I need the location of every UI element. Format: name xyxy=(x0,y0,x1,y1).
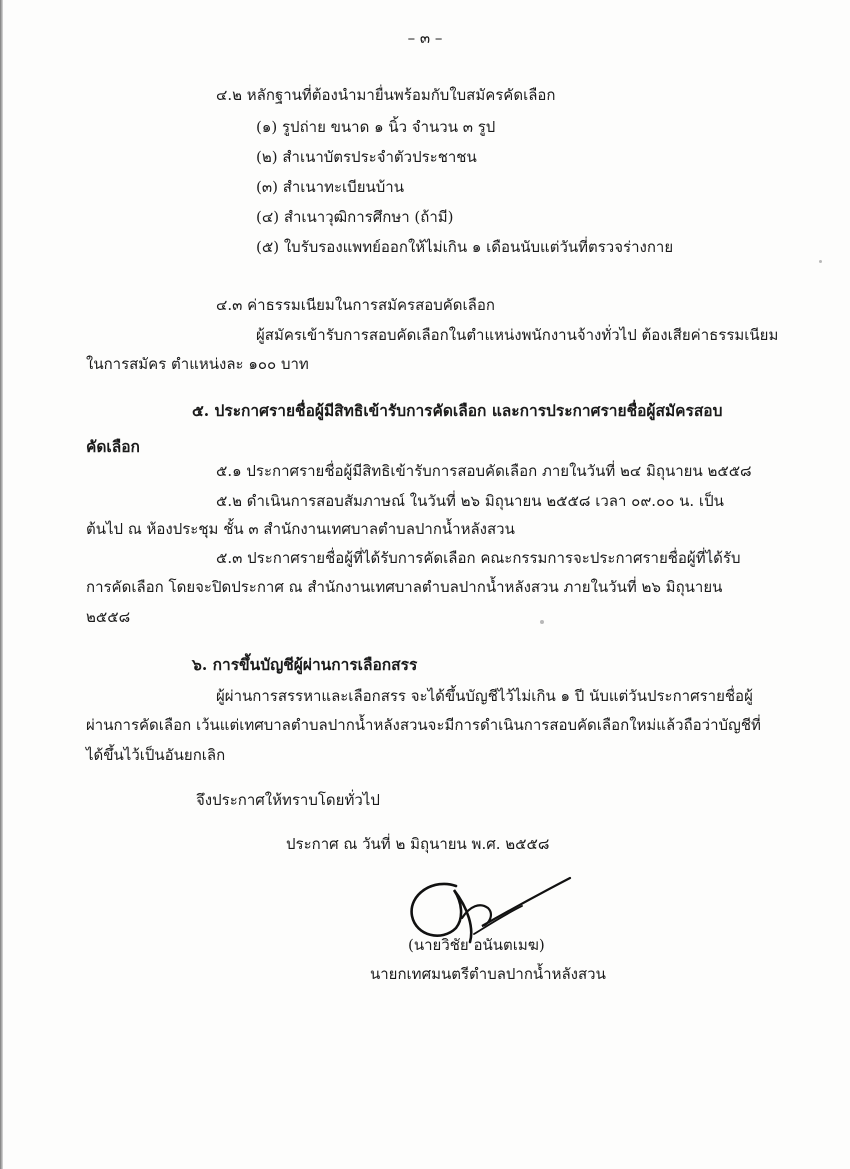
section-5-3: ๒๕๕๘ xyxy=(86,608,131,626)
section-5-heading: ๕. ประกาศรายชื่อผู้มีสิทธิเข้ารับการคัดเลือก และการประกาศรายชื่อผู้สมัครสอบ xyxy=(192,401,723,420)
section-4-2-item: (๒) สำเนาบัตรประจำตัวประชาชน xyxy=(256,148,477,166)
section-4-2-item: (๕) ใบรับรองแพทย์ออกให้ไม่เกิน ๑ เดือนนับแต่วันที่ตรวจร่างกาย xyxy=(256,238,674,256)
announcement-date: ประกาศ ณ วันที่ ๒ มิถุนายน พ.ศ. ๒๕๕๘ xyxy=(286,835,550,853)
signer-name: (นายวิชัย อนันตเมฆ) xyxy=(408,936,545,954)
page-number: – ๓ – xyxy=(407,29,443,47)
closing-announcement: จึงประกาศให้ทราบโดยทั่วไป xyxy=(196,791,380,809)
section-6-body: ได้ขึ้นไว้เป็นอันยกเลิก xyxy=(86,746,226,764)
section-4-3-heading: ๔.๓ ค่าธรรมเนียมในการสมัครสอบคัดเลือก xyxy=(216,296,495,314)
section-4-2-heading: ๔.๒ หลักฐานที่ต้องนำมายื่นพร้อมกับใบสมัครคัดเลือก xyxy=(216,86,556,104)
scan-speck xyxy=(819,260,822,263)
section-4-3-body: ผู้สมัครเข้ารับการสอบคัดเลือกในตำแหน่งพนักงานจ้างทั่วไป ต้องเสียค่าธรรมเนียม xyxy=(256,326,779,344)
section-4-2-item: (๓) สำเนาทะเบียนบ้าน xyxy=(256,178,404,196)
section-5-3: ๕.๓ ประกาศรายชื่อผู้ที่ได้รับการคัดเลือก คณะกรรมการจะประกาศรายชื่อผู้ที่ได้รับ xyxy=(216,549,741,567)
section-6-heading: ๖. การขึ้นบัญชีผู้ผ่านการเลือกสรร xyxy=(192,655,418,674)
section-5-2: ๕.๒ ดำเนินการสอบสัมภาษณ์ ในวันที่ ๒๖ มิถุนายน ๒๕๕๘ เวลา ๐๙.๐๐ น. เป็น xyxy=(216,492,724,510)
signer-title: นายกเทศมนตรีตำบลปากน้ำหลังสวน xyxy=(370,965,606,983)
section-5-1: ๕.๑ ประกาศรายชื่อผู้มีสิทธิเข้ารับการสอบคัดเลือก ภายในวันที่ ๒๔ มิถุนายน ๒๕๕๘ xyxy=(216,462,752,480)
section-4-2-item: (๑) รูปถ่าย ขนาด ๑ นิ้ว จำนวน ๓ รูป xyxy=(256,118,496,136)
section-6-body: ผ่านการคัดเลือก เว้นแต่เทศบาลตำบลปากน้ำหลังสวนจะมีการดำเนินการสอบคัดเลือกใหม่แล้วถือว่าบัญชีที่ xyxy=(86,716,761,734)
section-5-heading: คัดเลือก xyxy=(86,437,140,456)
scan-speck xyxy=(540,620,544,624)
section-5-2: ต้นไป ณ ห้องประชุม ชั้น ๓ สำนักงานเทศบาลตำบลปากน้ำหลังสวน xyxy=(86,520,515,538)
section-4-3-body: ในการสมัคร ตำแหน่งละ ๑๐๐ บาท xyxy=(86,355,309,373)
section-5-3: การคัดเลือก โดยจะปิดประกาศ ณ สำนักงานเทศบาลตำบลปากน้ำหลังสวน ภายในวันที่ ๒๖ มิถุนายน xyxy=(86,578,723,596)
section-6-body: ผู้ผ่านการสรรหาและเลือกสรร จะได้ขึ้นบัญชีไว้ไม่เกิน ๑ ปี นับแต่วันประกาศรายชื่อผู้ xyxy=(216,687,753,705)
section-4-2-item: (๔) สำเนาวุฒิการศึกษา (ถ้ามี) xyxy=(256,208,454,226)
scan-edge xyxy=(0,0,3,1169)
